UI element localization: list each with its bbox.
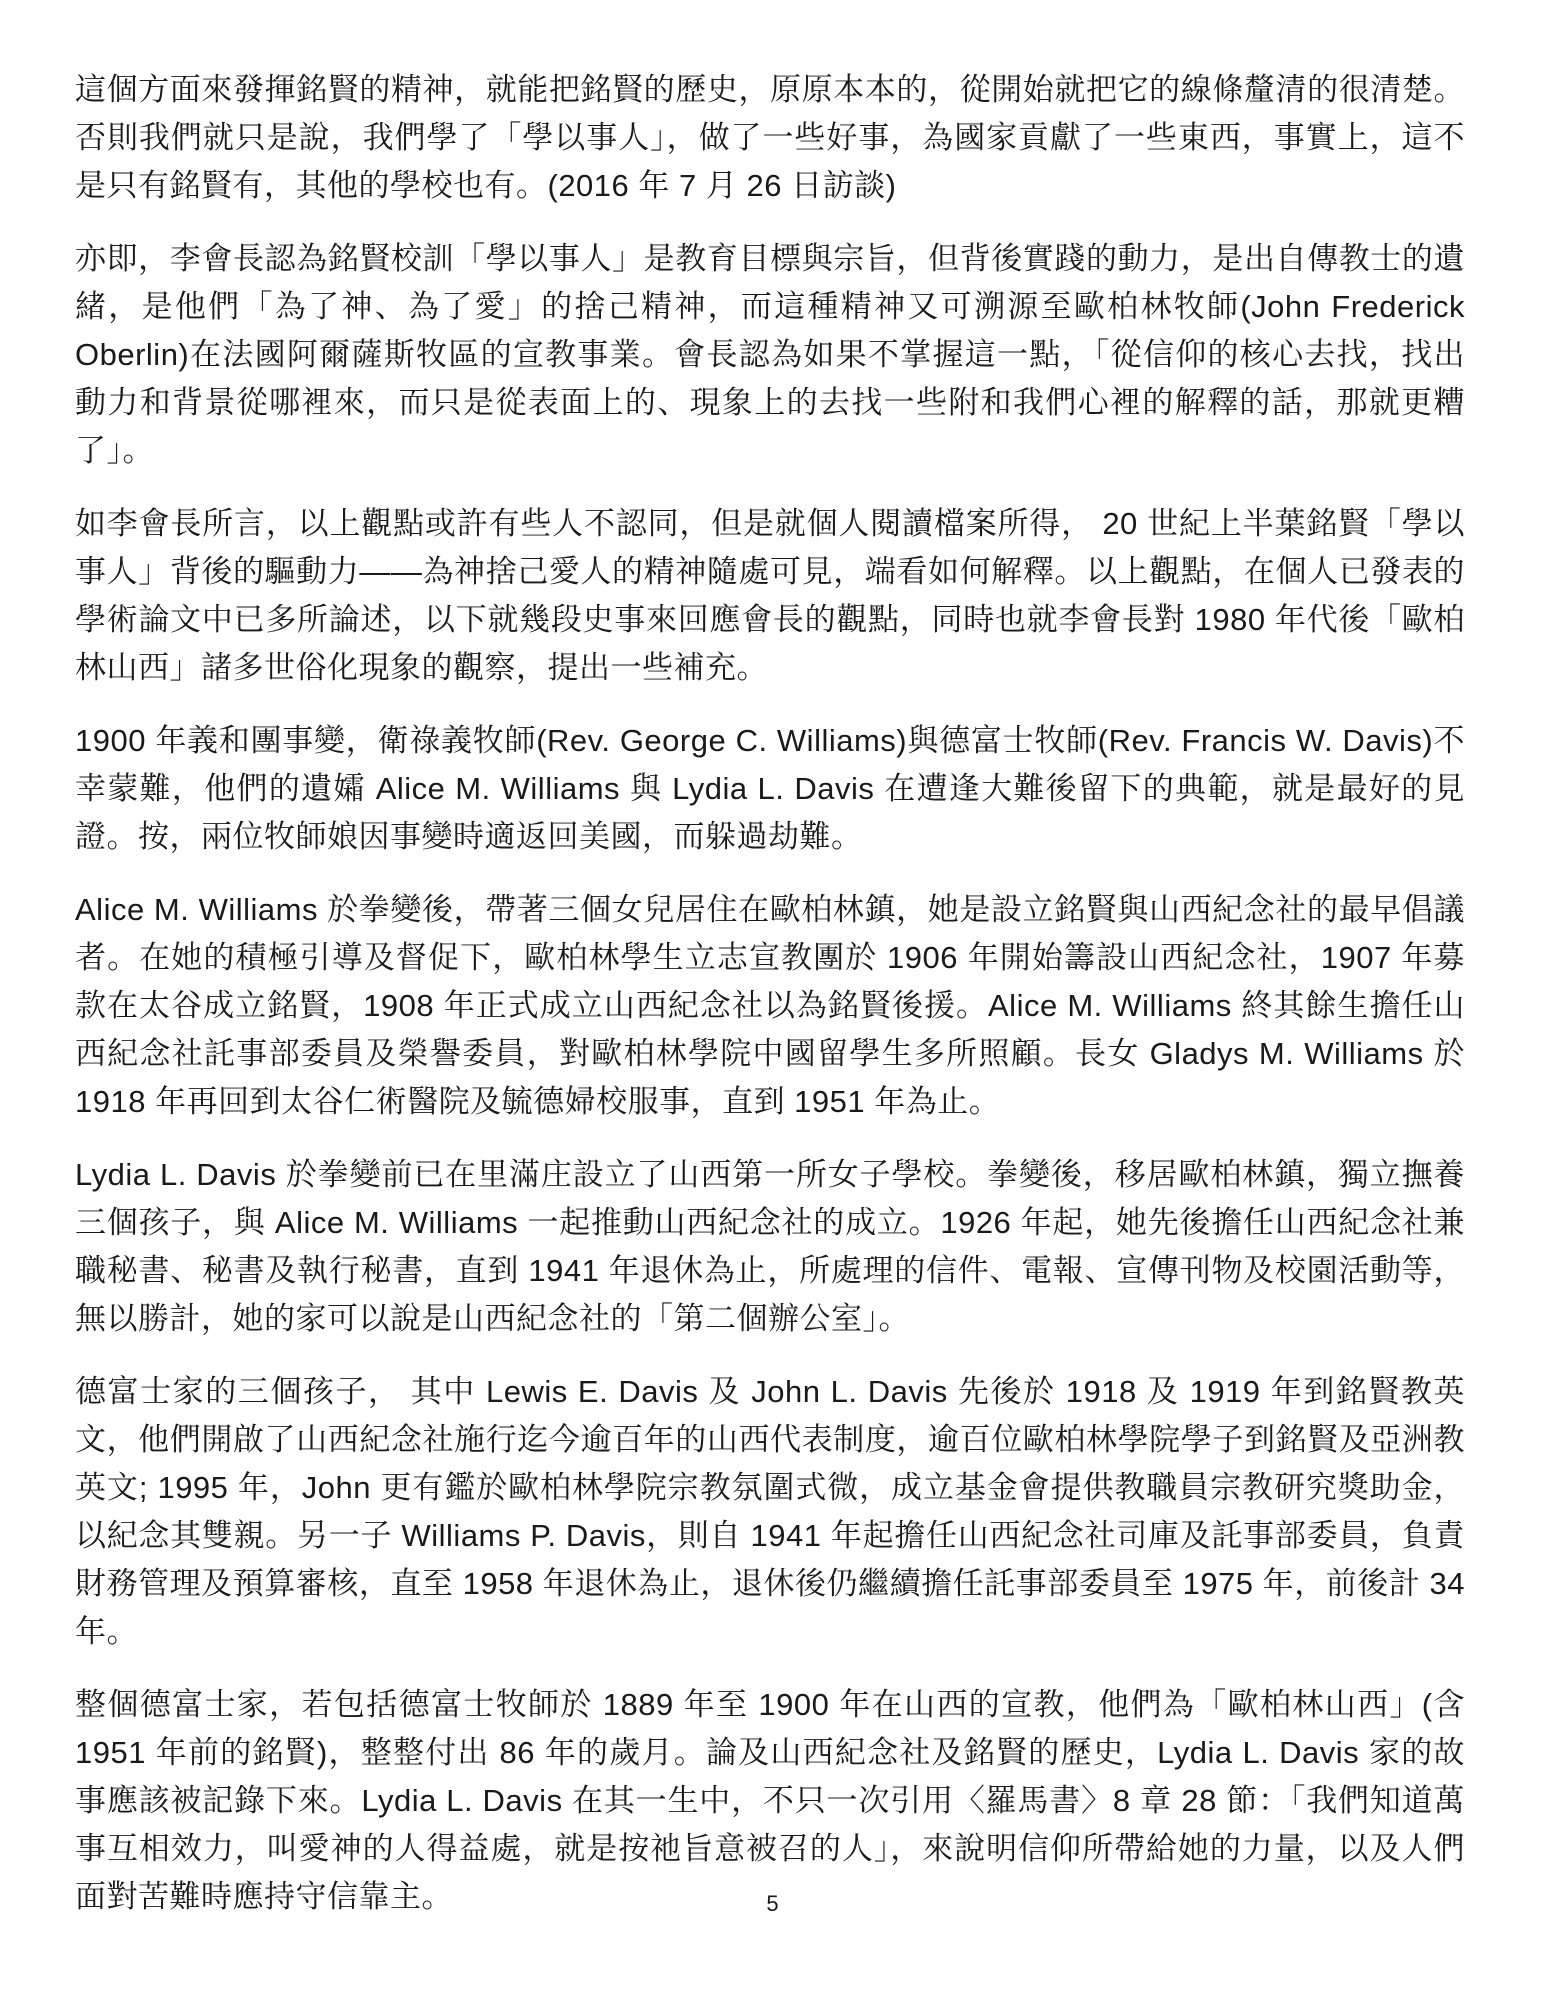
page-footer (0, 1890, 1545, 1918)
paragraph-7: 德富士家的三個孩子， 其中 Lewis E. Davis 及 John L. Davis 先後於 1918 及 1919 年到銘賢教英文，他們開啟了山西紀念社施行迄今逾百年的山西代表制度，逾百位歐柏林學院學子到銘賢及亞洲教英文; 1995 年，John 更有鑑於歐柏林學院宗教氛圍式微，成立基金會提供教職員宗教研究獎助金，以紀念其雙親。另一子 Williams P. Davis，則自 1941 年起擔任山西紀念社司庫及託事部委員，負責財務管理及預算審核，直至 1958 年退休為止，退休後仍繼續擔任託事部委員至 1975 年，前後計 34 年。 (75, 1374, 1465, 1649)
page-number: 5 (766, 1891, 779, 1916)
paragraph-4: 1900 年義和團事變，衛祿義牧師(Rev. George C. Williams)與德富士牧師(Rev. Francis W. Davis)不幸蒙難，他們的遺孀 Alice M. Williams 與 Lydia L. Davis 在遭逢大難後留下的典範，就是最好的見證。按，兩位牧師娘因事變時適返回美國，而躲過劫難。 (75, 723, 1465, 854)
paragraph-6: Lydia L. Davis 於拳變前已在里滿庄設立了山西第一所女子學校。拳變後，移居歐柏林鎮，獨立撫養三個孩子，與 Alice M. Williams 一起推動山西紀念社的成立。1926 年起，她先後擔任山西紀念社兼職秘書、秘書及執行秘書，直到 1941 年退休為止，所處理的信件、電報、宣傳刊物及校園活動等，無以勝計，她的家可以說是山西紀念社的「第二個辦公室」。 (75, 1157, 1465, 1336)
document-body-text (75, 66, 1465, 1921)
paragraph-5: Alice M. Williams 於拳變後，帶著三個女兒居住在歐柏林鎮，她是設立銘賢與山西紀念社的最早倡議者。在她的積極引導及督促下，歐柏林學生立志宣教團於 1906 年開始籌設山西紀念社，1907 年募款在太谷成立銘賢，1908 年正式成立山西紀念社以為銘賢後援。Alice M. Williams 終其餘生擔任山西紀念社託事部委員及榮譽委員，對歐柏林學院中國留學生多所照顧。長女 Gladys M. Williams 於 1918 年再回到太谷仁術醫院及毓德婦校服事，直到 1951 年為止。 (75, 892, 1465, 1119)
paragraph-8: 整個德富士家，若包括德富士牧師於 1889 年至 1900 年在山西的宣教，他們為「歐柏林山西」(含 1951 年前的銘賢)，整整付出 86 年的歲月。論及山西紀念社及銘賢的歷史，Lydia L. Davis 家的故事應該被記錄下來。Lydia L. Davis 在其一生中，不只一次引用〈羅馬書〉8 章 28 節：「我們知道萬事互相效力，叫愛神的人得益處，就是按祂旨意被召的人」，來說明信仰所帶給她的力量，以及人們面對苦難時應持守信靠主。 (75, 1687, 1465, 1914)
paragraph-1: 這個方面來發揮銘賢的精神，就能把銘賢的歷史，原原本本的，從開始就把它的線條釐清的很清楚。否則我們就只是說，我們學了「學以事人」，做了一些好事，為國家貢獻了一些東西，事實上，這不是只有銘賢有，其他的學校也有。(2016 年 7 月 26 日訪談) (75, 72, 1465, 203)
paragraph-3: 如李會長所言，以上觀點或許有些人不認同，但是就個人閱讀檔案所得， 20 世紀上半葉銘賢「學以事人」背後的驅動力——為神捨己愛人的精神隨處可見，端看如何解釋。以上觀點，在個人已發表的學術論文中已多所論述，以下就幾段史事來回應會長的觀點，同時也就李會長對 1980 年代後「歐柏林山西」諸多世俗化現象的觀察，提出一些補充。 (75, 506, 1465, 685)
paragraph-2: 亦即，李會長認為銘賢校訓「學以事人」是教育目標與宗旨，但背後實踐的動力，是出自傳教士的遺緒，是他們「為了神、為了愛」的捨己精神，而這種精神又可溯源至歐柏林牧師(John Frederick Oberlin)在法國阿爾薩斯牧區的宣教事業。會長認為如果不掌握這一點，「從信仰的核心去找，找出動力和背景從哪裡來，而只是從表面上的、現象上的去找一些附和我們心裡的解釋的話，那就更糟了」。 (75, 241, 1465, 468)
